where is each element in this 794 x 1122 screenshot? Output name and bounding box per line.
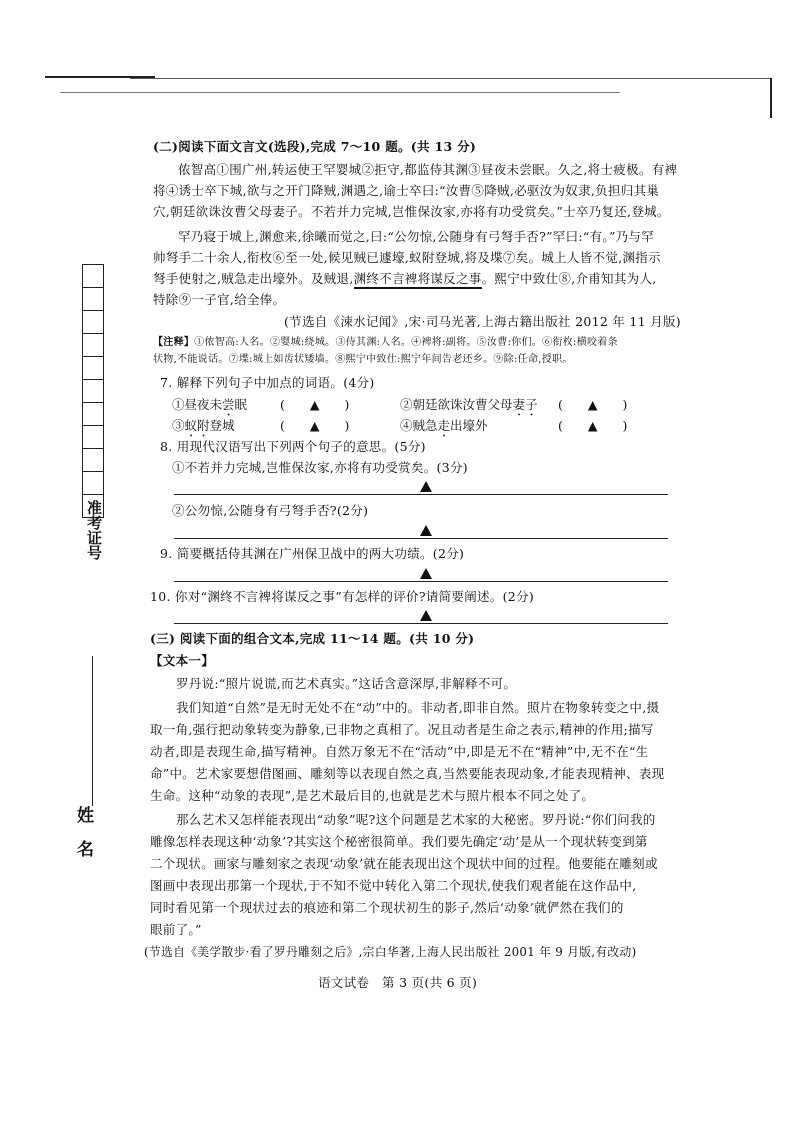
notes-label: 【注释】 <box>153 337 195 348</box>
answer-line[interactable] <box>174 623 668 624</box>
q7-item-3 <box>172 418 235 440</box>
name-label: 姓 名 <box>73 806 93 857</box>
passage-line: 生命。这种“动象的表现”,是艺术最后目的,也就是艺术与照片根本不同之处了。 <box>150 788 595 803</box>
passage-line: 二个现状。画家与雕刻家之表现‘动象’就在能表现出这个现状中间的过程。他要能在雕刻或 <box>150 856 658 871</box>
q7-answer-blank-3[interactable] <box>280 418 349 434</box>
passage-line: 将④诱士卒下城,欲与之开门降贼,渊遇之,谕士卒曰:“汝曹⑤降贼,必驱汝为奴隶,负担归其巢 <box>153 183 660 198</box>
item-text: 眠 <box>234 397 248 412</box>
passage-source: (节选自《涑水记闻》,宋·司马光著,上海古籍出版社 2012 年 11 月版) <box>284 314 681 329</box>
answer-mark: ▲ <box>587 418 598 433</box>
notes-line <box>153 336 618 350</box>
dotted-word: 妻子 <box>512 397 538 412</box>
paren: ( <box>280 418 285 433</box>
question-10: 10. 你对“渊终不言裨将谋反之事”有怎样的评价?请简要阐述。(2分) <box>150 589 535 604</box>
answer-mark-triangle <box>420 610 432 621</box>
item-text: 出壕外 <box>450 418 488 433</box>
passage-line: 眼前了。” <box>150 922 202 937</box>
passage-line: 雕像怎样表现这种‘动象’?其实这个秘密很简单。我们要先确定‘动’是从一个现状转变到第 <box>150 834 648 849</box>
item-text: 朝廷欲诛汝曹父母 <box>412 397 513 412</box>
answer-mark: ▲ <box>309 397 320 412</box>
q7-item-2 <box>400 397 538 419</box>
scan-edge-line <box>770 78 772 118</box>
question-9: 9. 简要概括侍其渊在广州保卫战中的两大功绩。(2分) <box>160 546 465 561</box>
passage-line: 帅弩手二十余人,衔枚⑥至一处,候见贼已遽壕,蚁附登城,将及堞⑦矣。城上人皆不觉,渊指示 <box>153 250 661 265</box>
dotted-word: 蚁附 <box>184 418 210 433</box>
paren: ( <box>280 397 285 412</box>
item-number: ① <box>172 397 185 412</box>
underlined-sentence: 渊终不言裨将谋反之事 <box>354 271 482 289</box>
question-8: 8. 用现代汉语写出下列两个句子的意思。(5分) <box>160 439 426 454</box>
passage-line: 我们知道“自然”是无时无处不在“动”中的。非动者,即非自然。照片在物象转变之中,摄 <box>176 700 660 715</box>
scan-edge-line <box>60 92 620 93</box>
item-number: ② <box>400 397 413 412</box>
passage-line: 命”中。艺术家要想借图画、雕刻等以表现自然之真,当然要能表现动象,才能表现精神、表现 <box>150 766 665 781</box>
dotted-word: 走 <box>437 418 451 433</box>
answer-mark-triangle <box>420 568 432 579</box>
q7-item-1 <box>172 397 247 419</box>
q8-sentence-1: ①不若并力完城,岂惟保汝家,亦将有功受赏矣。(3分) <box>172 460 468 475</box>
answer-line[interactable] <box>174 494 668 495</box>
q7-answer-blank-4[interactable] <box>558 418 627 434</box>
passage-text: 。熙宁中致仕⑧,介甫知其为人, <box>481 271 657 286</box>
passage-line: 侬智高①围广州,转运使王罕婴城②拒守,都监侍其渊③昼夜未尝眠。久之,将士疲极。有裨 <box>178 162 678 177</box>
passage-line: 图画中表现出那第一个现状,于不知不觉中转化入第二个现状,使我们观者能在这作品中, <box>150 878 637 893</box>
dotted-word: 尝 <box>222 397 235 412</box>
answer-mark: ▲ <box>309 418 320 433</box>
question-7: 7. 解释下列句子中加点的词语。(4分) <box>160 375 375 390</box>
paren: ) <box>622 397 628 412</box>
scan-edge-line <box>130 78 770 79</box>
item-text: 昼夜未 <box>184 397 223 412</box>
notes-line: 状物,不能说话。⑦堞:城上如齿状矮墙。⑧熙宁中致仕:熙宁年间告老还乡。⑨除:任命,授职。 <box>153 354 573 365</box>
passage-text: 弩手使射之,贼急走出壕外。及贼退, <box>153 271 354 286</box>
answer-mark: ▲ <box>587 397 598 412</box>
q7-answer-blank-1[interactable] <box>280 397 349 413</box>
passage-line: 特除⑨一子官,给全俸。 <box>153 292 286 307</box>
name-field-line[interactable] <box>92 656 93 806</box>
paren: ) <box>622 418 628 433</box>
notes-text: ①侬智高:人名。②婴城:绕城。③侍其渊:人名。④裨将:副将。⑤汝曹:你们。⑥衔枚:横咬着条 <box>194 337 618 348</box>
paren: ) <box>344 418 350 433</box>
text1-label: 【文本一】 <box>150 653 215 668</box>
page-footer: 语文试卷 第 3 页(共 6 页) <box>318 975 478 990</box>
passage-line: 取一角,强行把动象转变为静象,已非物之真相了。况且动者是生命之表示,精神的作用;描写 <box>150 722 654 737</box>
exam-id-boxes[interactable] <box>82 264 104 518</box>
item-number: ③ <box>172 418 185 433</box>
passage-line: 那么艺术又怎样能表现出“动象”呢?这个问题是艺术家的大秘密。罗丹说:“你们问我的 <box>176 812 656 827</box>
paren: ( <box>558 397 563 412</box>
passage-line: 动者,即是表现生命,描写精神。自然万象无不在“活动”中,即是无不在“精神”中,无不在“生 <box>150 744 649 759</box>
section3-heading: (三) 阅读下面的组合文本,完成 11～14 题。(共 10 分) <box>150 631 475 646</box>
section2-heading: (二)阅读下面文言文(选段),完成 7～10 题。(共 13 分) <box>153 139 477 154</box>
passage-line: 罗丹说:“照片说谎,而艺术真实。”这话含意深厚,非解释不可。 <box>176 676 517 691</box>
item-text: 登城 <box>209 418 235 433</box>
q8-sentence-2: ②公勿惊,公随身有弓弩手否?(2分) <box>172 503 369 518</box>
passage-line: 同时看见第一个现状过去的痕迹和第二个现状初生的影子,然后‘动象’就俨然在我们的 <box>150 900 624 915</box>
passage-line: 罕乃寝于城上,渊愈来,徐曦而觉之,曰:“公勿惊,公随身有弓弩手否?”罕曰:“有。”乃与罕 <box>178 229 655 244</box>
answer-mark-triangle <box>420 481 432 492</box>
answer-line[interactable] <box>174 581 668 582</box>
q7-answer-blank-2[interactable] <box>558 397 627 413</box>
q7-item-4 <box>400 418 488 440</box>
exam-id-label: 准考证号 <box>85 500 103 560</box>
answer-mark-triangle <box>420 525 432 536</box>
answer-line[interactable] <box>174 538 668 539</box>
passage-line <box>153 271 657 287</box>
paren: ) <box>344 397 350 412</box>
passage-source: (节选自《美学散步·看了罗丹雕刻之后》,宗白华著,上海人民出版社 2001 年 9 月版,有改动) <box>144 945 637 959</box>
item-number: ④ <box>400 418 413 433</box>
passage-line: 穴,朝廷欲诛汝曹父母妻子。不若并力完城,岂惟保汝家,亦将有功受赏矣。”士卒乃复还,登城。 <box>153 204 670 219</box>
paren: ( <box>558 418 563 433</box>
item-text: 贼急 <box>412 418 438 433</box>
